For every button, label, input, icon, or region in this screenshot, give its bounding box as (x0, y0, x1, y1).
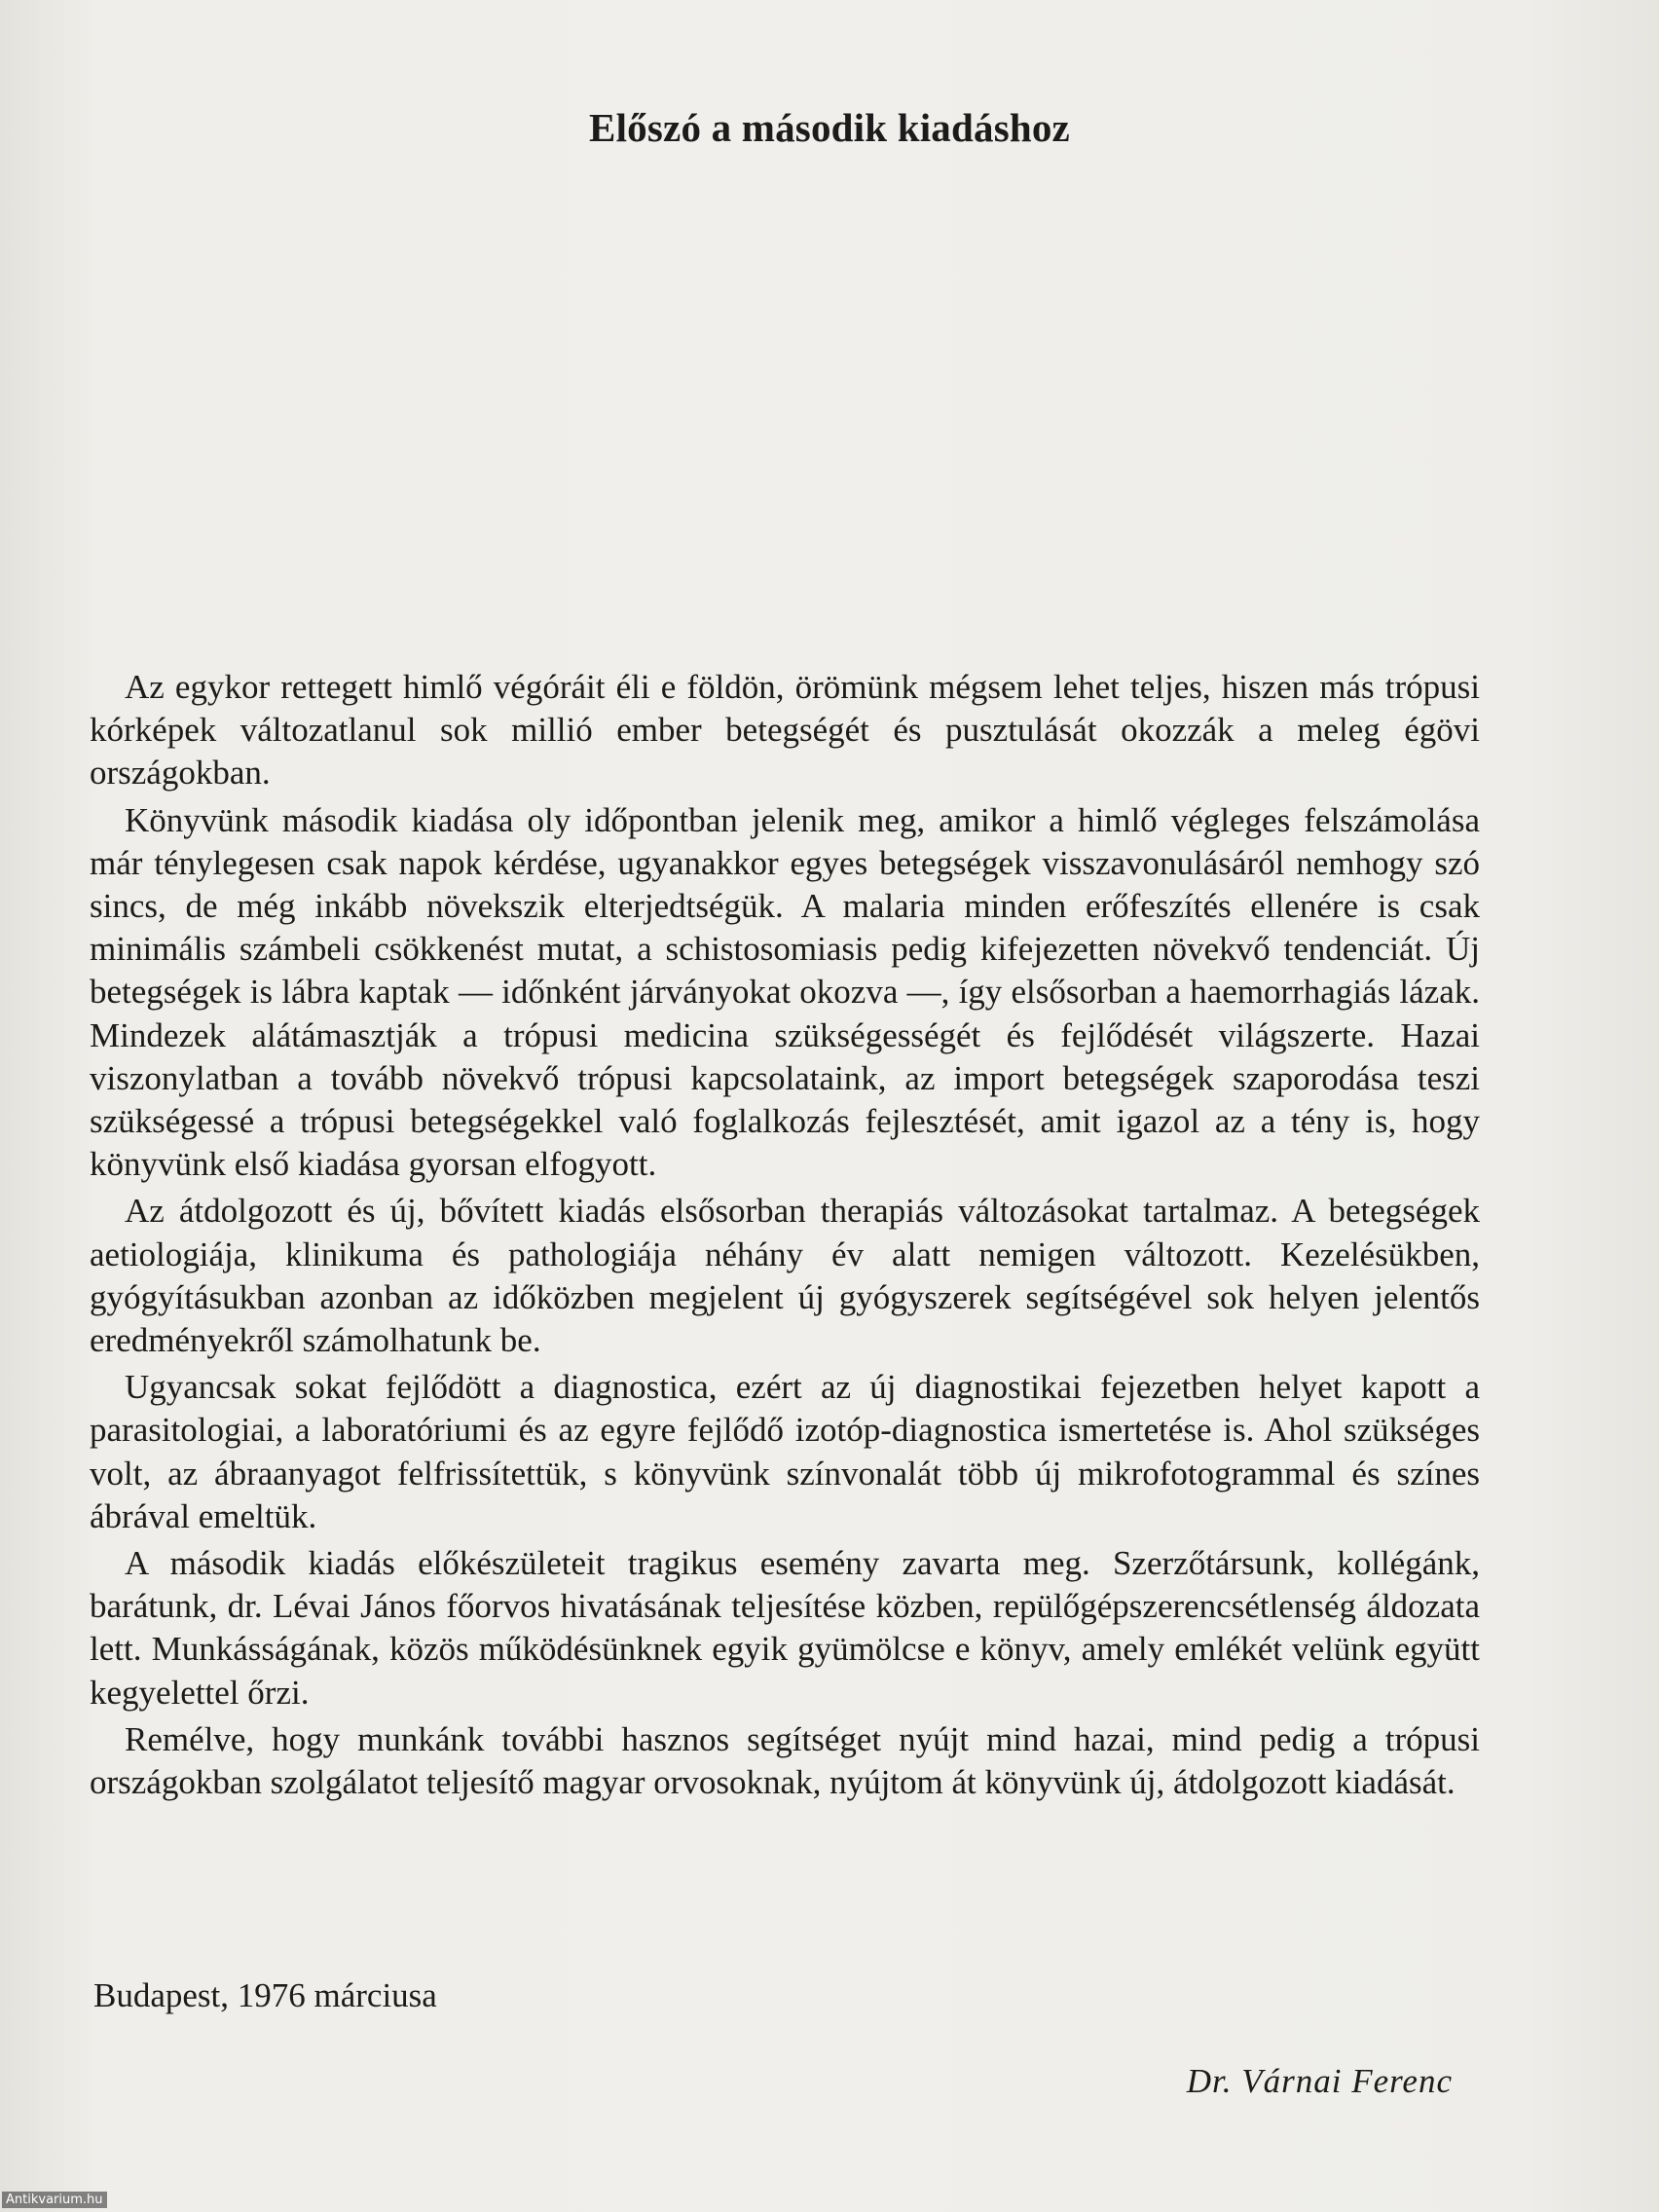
paragraph-2: Könyvünk második kiadása oly időpontban jelenik meg, amikor a himlő végleges felszámolása már ténylegesen csak napok kérdése, ugyanakkor egyes betegségek visszavonulásáról nemhogy szó sincs, de még inkább növekszik elterjedtségük. A malaria minden erőfeszítés ellenére is csak minimális számbeli csökkenést mutat, a schistosomiasis pedig kifejezetten növekvő tendenciát. Új betegségek is lábra kaptak — időnként járványokat okozva —, így elsősorban a haemorrhagiás lázak. Mindezek alátámasztják a trópusi medicina szükségességét és fejlődését világszerte. Hazai viszonylatban a tovább növekvő trópusi kapcsolataink, az import betegségek szaporodása teszi szükségessé a trópusi betegségekkel való foglalkozás fejlesztését, amit igazol az a tény is, hogy könyvünk első kiadása gyorsan elfogyott. (90, 800, 1480, 1184)
paragraph-4: Ugyancsak sokat fejlődött a diagnostica, ezért az új diagnostikai fejezetben helyet kapott a parasitologiai, a laboratóriumi és az egyre fejlődő izotóp-diagnostica ismertetése is. Ahol szükséges volt, az ábraanyagot felfrissítettük, s könyvünk színvonalát több új mikrofotogrammal és színes ábrával emeltük. (90, 1368, 1480, 1535)
paragraph-6: Remélve, hogy munkánk további hasznos segítséget nyújt mind hazai, mind pedig a trópusi országokban szolgálatot teljesítő magyar orvosoknak, nyújtom át könyvünk új, átdolgozott kiadását. (90, 1719, 1480, 1802)
watermark: Antikvarium.hu (2, 2192, 107, 2208)
paragraph-1: Az egykor rettegett himlő végóráit éli e földön, örömünk mégsem lehet teljes, hiszen más trópusi kórképek változatlanul sok millió ember betegségét és pusztulását okozzák a meleg égövi országokban. (90, 668, 1480, 793)
preface-body (90, 666, 1480, 1808)
paragraph-3: Az átdolgozott és új, bővített kiadás elsősorban therapiás változásokat tartalmaz. A betegségek aetiologiája, klinikuma és pathologiája néhány év alatt nemigen változott. Kezelésükben, gyógyításukban azonban az időközben megjelent új gyógyszerek segítségével sok helyen jelentős eredményekről számolhatunk be. (90, 1192, 1480, 1360)
paragraph-5: A második kiadás előkészületeit tragikus esemény zavarta meg. Szerzőtársunk, kollégánk, barátunk, dr. Lévai János főorvos hivatásának teljesítése közben, repülőgépszerencsétlenség áldozata lett. Munkásságának, közös működésünknek egyik gyümölcse e könyv, amely emlékét velünk együtt kegyelettel őrzi. (90, 1544, 1480, 1712)
page-title: Előszó a második kiadáshoz (589, 105, 1070, 151)
author-signature: Dr. Várnai Ferenc (1186, 2062, 1453, 2100)
place-date: Budapest, 1976 márciusa (93, 1976, 437, 2014)
